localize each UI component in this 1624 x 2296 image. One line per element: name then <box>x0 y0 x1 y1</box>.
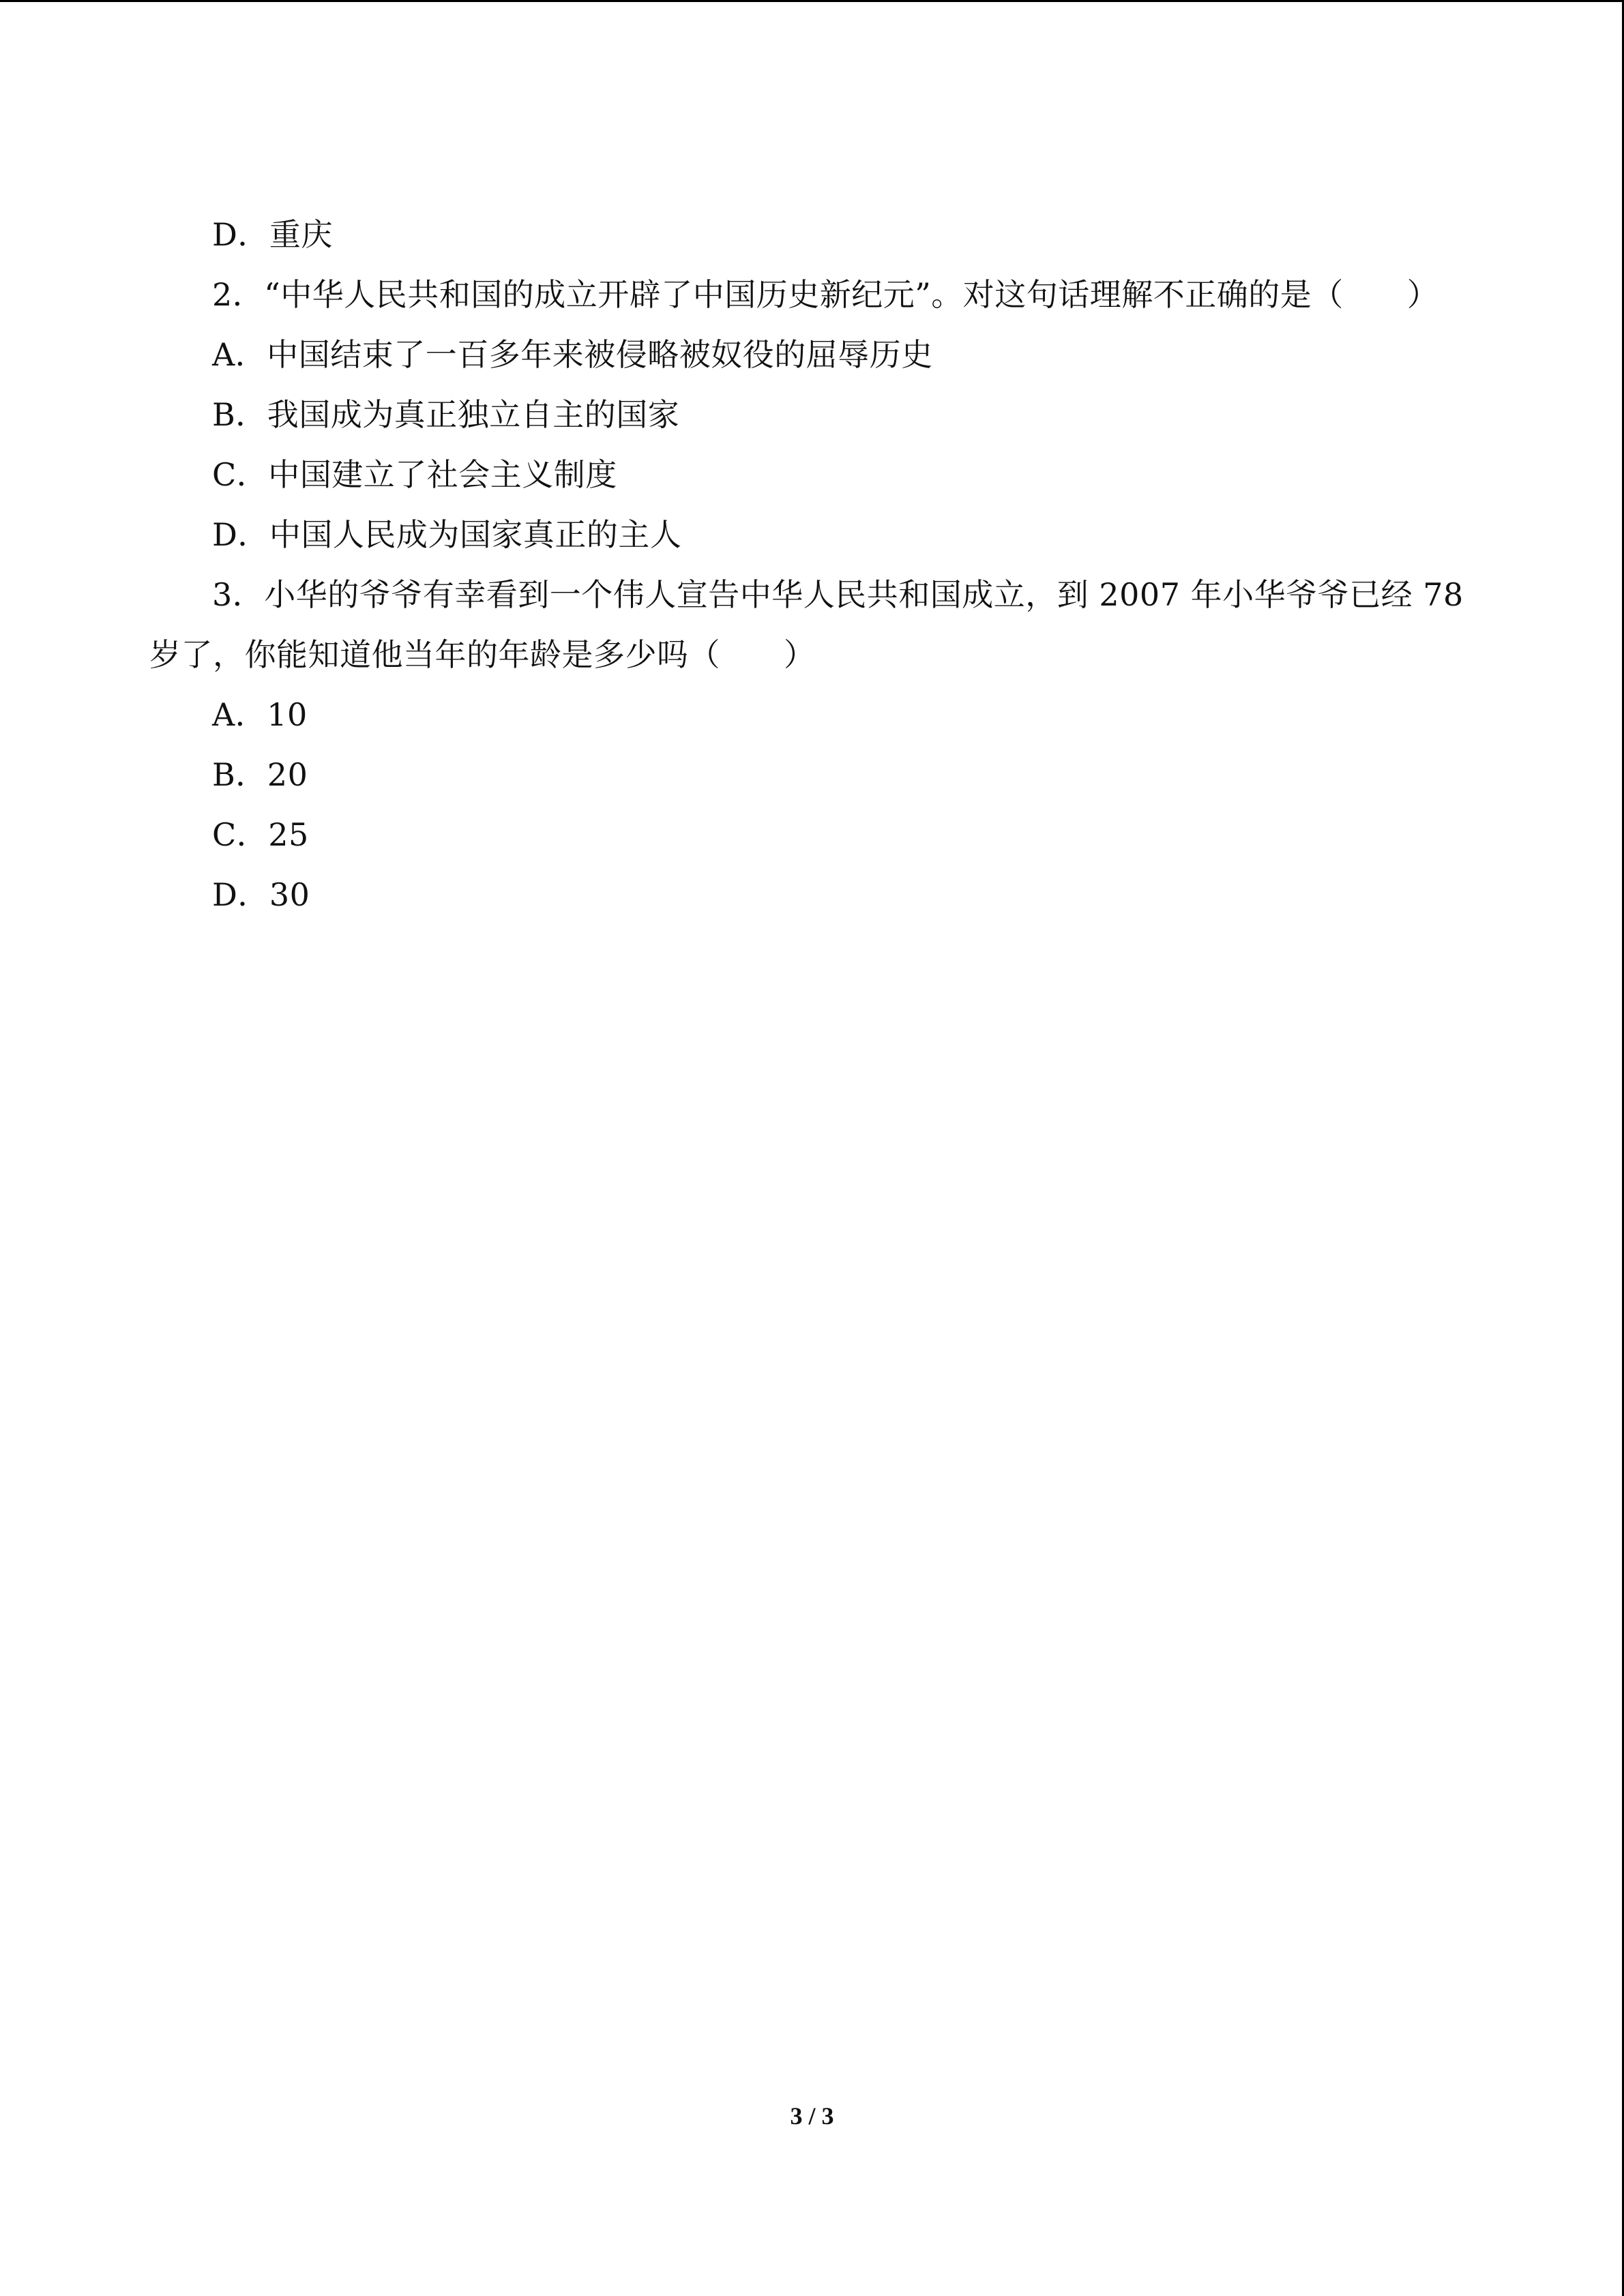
question-2-option-d: D．中国人民成为国家真正的主人 <box>212 516 682 553</box>
question-2-option-a: A．中国结束了一百多年来被侵略被奴役的屈辱历史 <box>212 336 933 373</box>
question-3-option-a: A．10 <box>212 696 308 733</box>
question-2-stem: 2．“中华人民共和国的成立开辟了中国历史新纪元”。对这句话理解不正确的是（ ） <box>212 276 1439 313</box>
page-number: 3 / 3 <box>790 2102 834 2130</box>
question-3-stem-line-2: 岁了，你能知道他当年的年龄是多少吗（ ） <box>149 636 816 673</box>
question-3-option-c: C．25 <box>212 816 309 853</box>
question-3-option-d: D．30 <box>212 876 310 913</box>
question-3-option-b: B．20 <box>212 756 308 793</box>
question-2-option-c: C．中国建立了社会主义制度 <box>212 456 617 493</box>
page-top-border <box>0 0 1624 2</box>
prev-question-option-d: D．重庆 <box>212 216 333 253</box>
question-2-option-b: B．我国成为真正独立自主的国家 <box>212 396 680 433</box>
question-3-stem-line-1: 3．小华的爷爷有幸看到一个伟人宣告中华人民共和国成立，到 2007 年小华爷爷已经 78 <box>212 576 1464 613</box>
